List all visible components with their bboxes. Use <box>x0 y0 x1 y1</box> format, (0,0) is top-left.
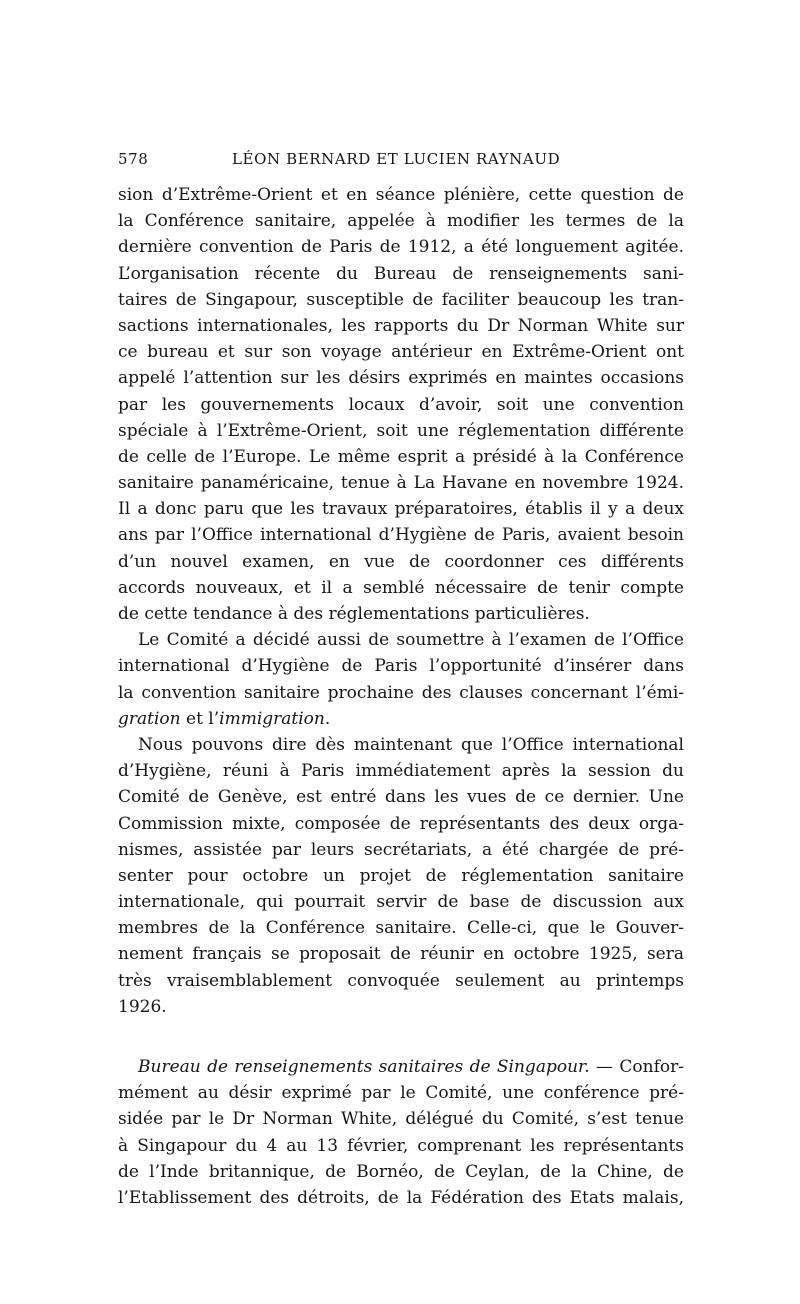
text-line <box>118 1054 684 1080</box>
running-head: LÉON BERNARD ET LUCIEN RAYNAUD <box>232 150 561 168</box>
text-line: senter pour octobre un projet de réglementation sanitaire <box>118 865 684 886</box>
text-line: très vraisemblablement convoquée seulement au printemps <box>118 970 684 991</box>
text-line: de celle de l’Europe. Le même esprit a présidé à la Conférence <box>118 446 684 467</box>
text-line: sidée par le Dr Norman White, délégué du Comité, s’est tenue <box>118 1109 684 1130</box>
text-line: Il a donc paru que les travaux préparatoires, établis il y a deux <box>118 499 684 520</box>
text-line: sactions internationales, les rapports du Dr Norman White sur <box>118 315 684 336</box>
text-line: sanitaire panaméricaine, tenue à La Havane en novembre 1924. <box>118 473 684 494</box>
section-heading: Bureau de renseignements sanitaires de Singapour. <box>138 1057 590 1077</box>
text-span: . <box>324 708 331 729</box>
text-line: dernière convention de Paris de 1912, a été longuement agitée. <box>118 237 684 258</box>
text-line: membres de la Conférence sanitaire. Celle-ci, que le Gouver- <box>118 918 684 939</box>
text-line: l’Etablissement des détroits, de la Fédération des Etats malais, <box>118 1187 684 1208</box>
italic-text: immigration <box>219 708 325 729</box>
text-line: Commission mixte, composée de représentants des deux orga- <box>118 813 684 834</box>
text-line: mément au désir exprimé par le Comité, une conférence pré- <box>118 1083 684 1104</box>
text-line: Nous pouvons dire dès maintenant que l’Office international <box>138 734 684 755</box>
page-number: 578 <box>118 150 149 168</box>
text-line: la convention sanitaire prochaine des clauses concernant l’émi- <box>118 682 684 703</box>
text-line: d’Hygiène, réuni à Paris immédiatement après la session du <box>118 761 684 782</box>
text-line: de cette tendance à des réglementations particulières. <box>118 604 590 624</box>
text-line: Le Comité a décidé aussi de soumettre à l’examen de l’Office <box>138 630 684 651</box>
text-line: par les gouvernements locaux d’avoir, soit une convention <box>118 394 684 415</box>
text-line: appelé l’attention sur les désirs exprimés en maintes occasions <box>118 368 684 389</box>
text-line: spéciale à l’Extrême-Orient, soit une réglementation différente <box>118 420 684 441</box>
text-line: d’un nouvel examen, en vue de coordonner ces différents <box>118 551 684 572</box>
text-line: international d’Hygiène de Paris l’opportunité d’insérer dans <box>118 656 684 677</box>
body-text <box>118 182 684 1211</box>
paragraph-3 <box>118 732 684 1020</box>
text-line: Comité de Genève, est entré dans les vues de ce dernier. Une <box>118 787 684 808</box>
text-line: taires de Singapour, susceptible de faciliter beaucoup les tran- <box>118 289 684 310</box>
italic-text: gration <box>118 708 181 729</box>
text-line: la Conférence sanitaire, appelée à modifier les termes de la <box>118 211 684 232</box>
text-line: accords nouveaux, et il a semblé nécessaire de tenir compte <box>118 577 684 598</box>
text-span: et l’ <box>180 708 220 729</box>
paragraph-4 <box>118 1054 684 1211</box>
text-span: — Confor- <box>589 1057 684 1077</box>
text-line: sion d’Extrême-Orient et en séance plénière, cette question de <box>118 185 684 205</box>
text-line: nement français se proposait de réunir en octobre 1925, sera <box>118 944 684 965</box>
text-line: nismes, assistée par leurs secrétariats, a été chargée de pré- <box>118 839 684 860</box>
text-line: L’organisation récente du Bureau de renseignements sani- <box>118 263 684 284</box>
text-line: 1926. <box>118 996 167 1017</box>
text-line: à Singapour du 4 au 13 février, comprenant les représentants <box>118 1135 684 1156</box>
text-line: ce bureau et sur son voyage antérieur en Extrême-Orient ont <box>118 342 684 363</box>
paragraph-2 <box>118 627 684 732</box>
section-gap <box>118 1020 684 1054</box>
text-line: ans par l’Office international d’Hygiène de Paris, avaient besoin <box>118 525 684 546</box>
text-line <box>118 706 684 732</box>
paragraph-1 <box>118 182 684 627</box>
page-header <box>118 146 684 176</box>
text-line: de l’Inde britannique, de Bornéo, de Ceylan, de la Chine, de <box>118 1161 684 1182</box>
text-line: internationale, qui pourrait servir de base de discussion aux <box>118 892 684 913</box>
